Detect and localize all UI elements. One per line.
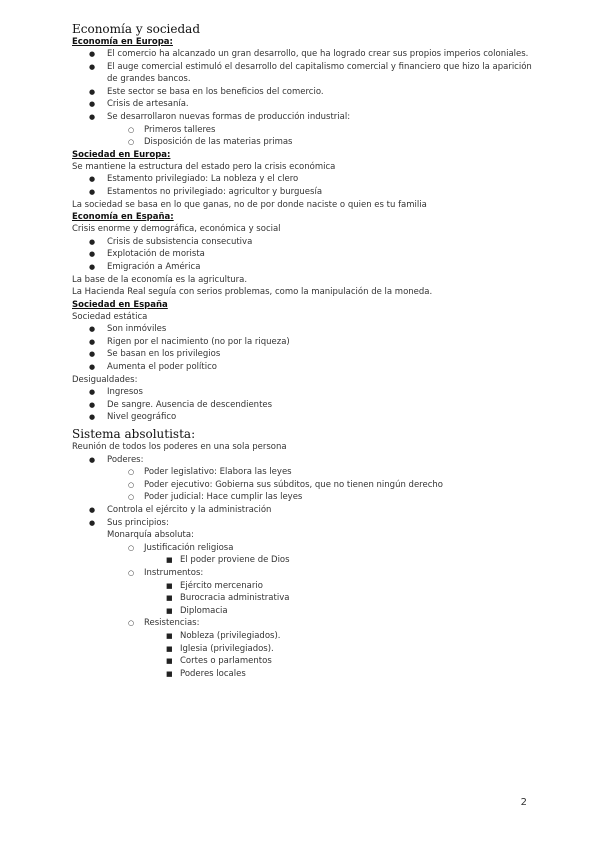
list-sistema-absolutista	[72, 454, 542, 681]
square-bullet-icon: ■	[166, 556, 173, 565]
square-bullet-icon: ■	[166, 581, 173, 590]
bullet-icon: ●	[89, 413, 96, 422]
paragraph: La Hacienda Real seguía con serios problemas, como la manipulación de la moneda.	[72, 287, 433, 298]
bullet-icon: ●	[89, 325, 96, 334]
list-item: ● El comercio ha alcanzado un gran desarrollo, que ha logrado crear sus propios imperios coloniales.	[89, 49, 529, 59]
bullet-icon: ●	[89, 112, 96, 121]
bullet-icon: ●	[89, 388, 96, 397]
paragraph: Sociedad estática	[72, 311, 148, 322]
bullet-icon: ●	[89, 400, 96, 409]
list-item: ● Emigración a América	[89, 261, 201, 272]
bullet-icon: ●	[89, 237, 96, 246]
list-desigualdades	[72, 386, 542, 424]
list-item: ○ Resistencias:	[128, 618, 200, 629]
circle-bullet-icon: ○	[128, 480, 135, 489]
bullet-icon: ●	[89, 250, 96, 259]
list-item-continuation: Monarquía absoluta:	[107, 530, 194, 541]
list-item: ● Explotación de morista	[89, 249, 205, 260]
list-item: ○ Instrumentos:	[128, 567, 204, 578]
bullet-icon: ●	[89, 62, 96, 71]
list-item: ● El auge comercial estimuló el desarrollo del capitalismo comercial y financiero que hizo la aparición de grandes bancos.	[89, 61, 532, 85]
list-item: ■ Diplomacia	[166, 605, 228, 616]
list-item: ○ Justificación religiosa	[128, 542, 234, 553]
square-bullet-icon: ■	[166, 644, 173, 653]
list-item: ■ Burocracia administrativa	[166, 593, 290, 604]
list-item: ■ Ejército mercenario	[166, 580, 263, 591]
section-title-sistema-absolutista: Sistema absolutista:	[72, 427, 196, 442]
bullet-icon: ●	[89, 455, 96, 464]
paragraph: Reunión de todos los poderes en una sola persona	[72, 442, 287, 453]
bullet-icon: ●	[89, 363, 96, 372]
bullet-icon: ●	[89, 100, 96, 109]
list-item: ○ Poder ejecutivo: Gobierna sus súbditos, que no tienen ningún derecho	[128, 479, 443, 490]
list-item: ■ Poderes locales	[166, 668, 246, 679]
list-item: ■ Nobleza (privilegiados).	[166, 630, 281, 641]
list-item: ○ Disposición de las materias primas	[128, 137, 293, 148]
list-item: ● Crisis de artesanía.	[89, 99, 189, 110]
list-item: ● Este sector se basa en los beneficios del comercio.	[89, 86, 324, 97]
list-item: ● Crisis de subsistencia consecutiva	[89, 236, 253, 247]
list-item: ■ Iglesia (privilegiados).	[166, 643, 274, 654]
list-sociedad-europa	[72, 173, 542, 198]
bullet-icon: ●	[89, 187, 96, 196]
list-item: ● Rigen por el nacimiento (no por la riqueza)	[89, 336, 290, 347]
list-item: ○ Poder judicial: Hace cumplir las leyes	[128, 492, 303, 503]
bullet-icon: ●	[89, 50, 96, 58]
circle-bullet-icon: ○	[128, 468, 135, 477]
circle-bullet-icon: ○	[128, 493, 135, 502]
list-sociedad-espana	[72, 323, 542, 373]
list-economia-europa	[72, 48, 542, 149]
paragraph: Se mantiene la estructura del estado pero la crisis económica	[72, 161, 336, 172]
list-item: ■ Cortes o parlamentos	[166, 656, 272, 667]
section-title-economia-sociedad: Economía y sociedad	[72, 22, 200, 36]
document-page	[72, 20, 542, 680]
list-item: ● Son inmóviles	[89, 324, 167, 335]
list-item: ● De sangre. Ausencia de descendientes	[89, 399, 273, 410]
heading-economia-europa: Economía en Europa:	[72, 37, 173, 47]
circle-bullet-icon: ○	[128, 543, 135, 552]
bullet-icon: ●	[89, 518, 96, 527]
list-item: ○ Primeros talleres	[128, 124, 216, 135]
list-item: ● Se desarrollaron nuevas formas de producción industrial:	[89, 111, 351, 122]
square-bullet-icon: ■	[166, 606, 173, 615]
square-bullet-icon: ■	[166, 669, 173, 678]
list-item: ● Ingresos	[89, 387, 143, 398]
heading-economia-espana: Economía en España:	[72, 212, 174, 223]
list-item: ● Sus principios:	[89, 517, 169, 528]
page-number: 2	[520, 797, 527, 808]
bullet-icon: ●	[89, 506, 96, 514]
list-item: ● Estamentos no privilegiado: agricultor y burguesía	[89, 186, 323, 197]
square-bullet-icon: ■	[166, 631, 173, 640]
square-bullet-icon: ■	[166, 657, 173, 666]
bullet-icon: ●	[89, 87, 96, 96]
list-item: ■ El poder proviene de Dios	[166, 555, 290, 566]
list-item: ● Poderes:	[89, 454, 144, 465]
heading-sociedad-espana: Sociedad en España	[72, 299, 168, 310]
paragraph: Desigualdades:	[72, 374, 138, 385]
bullet-icon: ●	[89, 262, 96, 271]
list-item: ● Nivel geográfico	[89, 412, 177, 423]
circle-bullet-icon: ○	[128, 619, 135, 628]
square-bullet-icon: ■	[166, 594, 173, 603]
bullet-icon: ●	[89, 350, 96, 359]
paragraph: La sociedad se basa en lo que ganas, no de por donde naciste o quien es tu familia	[72, 199, 427, 210]
circle-bullet-icon: ○	[128, 568, 135, 577]
circle-bullet-icon: ○	[128, 138, 135, 147]
paragraph: La base de la economía es la agricultura.	[72, 274, 248, 285]
list-economia-espana	[72, 236, 542, 274]
list-item: ● Controla el ejército y la administración	[89, 505, 272, 515]
bullet-icon: ●	[89, 337, 96, 346]
circle-bullet-icon: ○	[128, 125, 135, 134]
list-item: ● Se basan en los privilegios	[89, 349, 221, 360]
bullet-icon: ●	[89, 175, 96, 184]
list-item: ● Estamento privilegiado: La nobleza y el clero	[89, 174, 299, 185]
heading-sociedad-europa: Sociedad en Europa:	[72, 149, 171, 160]
list-item: ● Aumenta el poder político	[89, 362, 217, 373]
paragraph: Crisis enorme y demográfica, económica y social	[72, 224, 281, 235]
list-item: ○ Poder legislativo: Elabora las leyes	[128, 467, 292, 478]
